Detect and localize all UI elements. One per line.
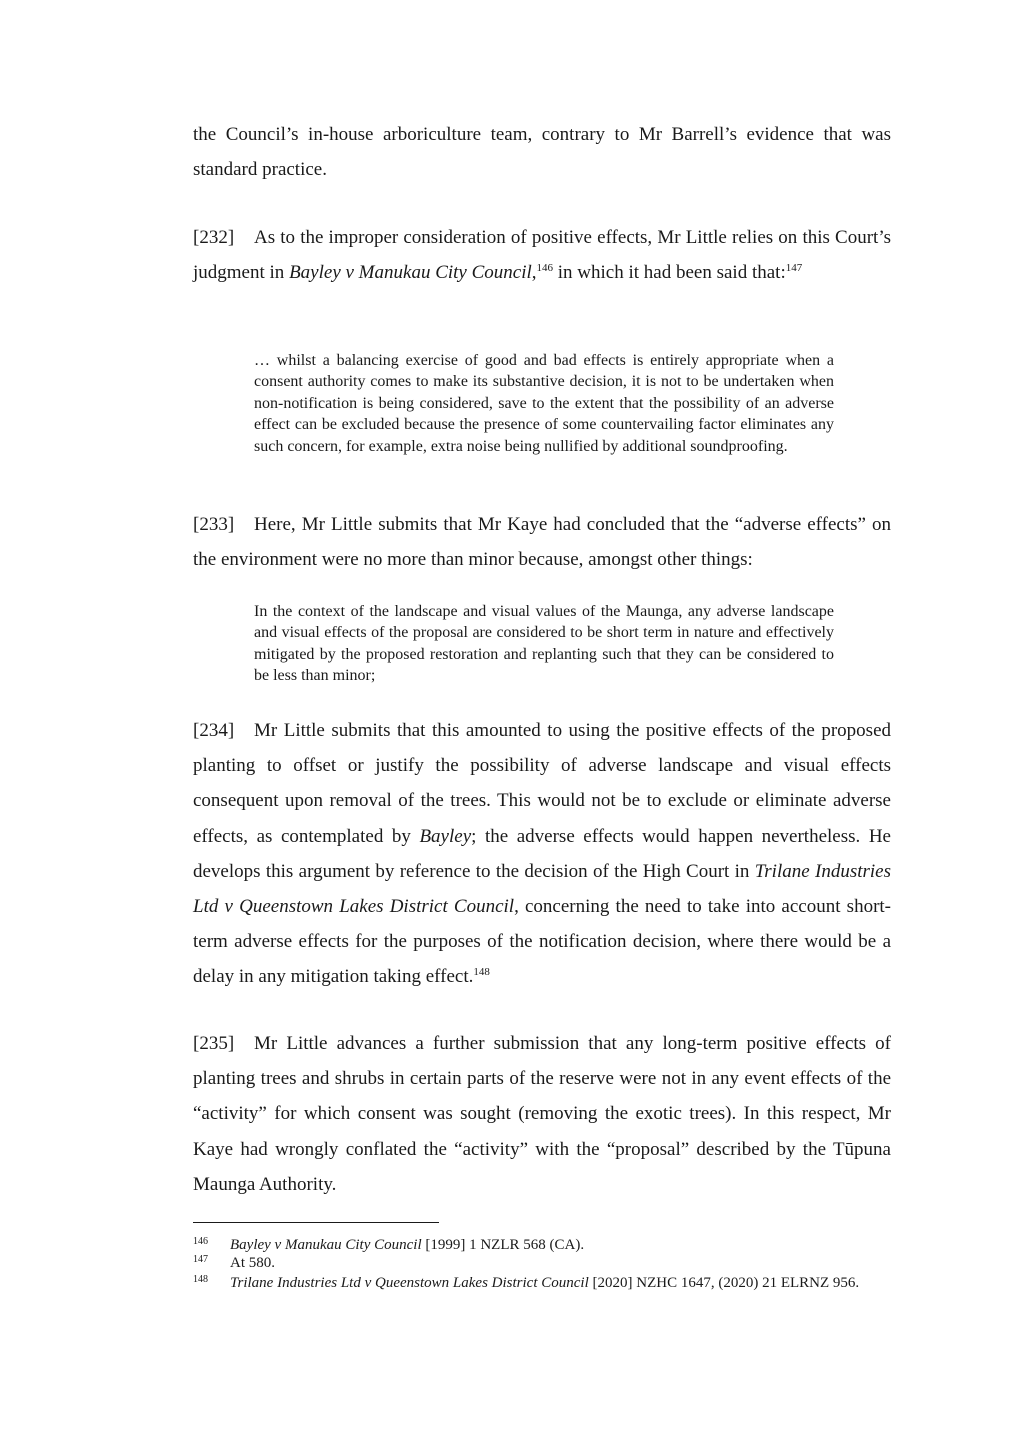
paragraph-continuation [193, 117, 891, 187]
footnote-case: Bayley v Manukau City Council [230, 1237, 422, 1253]
paragraph-text: Here, Mr Little submits that Mr Kaye had concluded that the “adverse effects” on the environment were no more than minor because, amongst other things: [193, 514, 891, 571]
paragraph-text: ; the adverse effects would happen nevertheless. He develops this argument by reference to the decision of the High Court in [193, 825, 891, 882]
case-citation: Bayley [419, 825, 472, 847]
quote-text: … whilst a balancing exercise of good and bad effects is entirely appropriate when a consent authority comes to make its substantive decision, it is not to be undertaken when non-notification is being considered, save to the extent that the possibility of an adverse effect can be excluded because the presence of some countervailing factor eliminates any such concern, for example, extra noise being nullified by additional soundproofing. [254, 352, 834, 455]
footnote-case: Trilane Industries Ltd v Queenstown Lakes District Council [230, 1275, 589, 1291]
footnote-148 [193, 1274, 891, 1292]
footnote-divider [193, 1222, 439, 1223]
paragraph-text: , concerning the need to take into account short-term adverse effects for the purposes of the notification decision, where there would be a delay in any mitigation taking effect. [193, 896, 891, 988]
footnote-ref-147[interactable]: 147 [785, 262, 803, 275]
paragraph-number: [235] [193, 1033, 235, 1054]
paragraph-text: , [531, 262, 537, 284]
footnote-text: [1999] 1 NZLR 568 (CA). [421, 1237, 585, 1253]
quote-text: In the context of the landscape and visual values of the Maunga, any adverse landscape and visual effects of the proposal are considered to be short term in nature and effectively mitigated by the proposed restoration and replanting such that they can be considered to be less than minor; [254, 603, 834, 685]
paragraph-text: Mr Little advances a further submission that any long-term positive effects of planting trees and shrubs in certain parts of the reserve were not in any event effects of the “activity” for which consent was sought (removing the exotic trees). In this respect, Mr Kaye had wrongly conflated the “activity” with the “proposal” described by the Tūpuna Maunga Authority. [193, 1033, 891, 1195]
paragraph-number: [234] [193, 720, 235, 741]
footnote-ref-146[interactable]: 146 [536, 262, 554, 275]
paragraph-235 [193, 1026, 891, 1202]
block-quote-2 [254, 601, 834, 687]
case-citation: Bayley v Manukau City Council [289, 262, 532, 284]
footnote-number: 148 [193, 1274, 208, 1285]
footnote-text: [2020] NZHC 1647, (2020) 21 ELRNZ 956. [588, 1275, 860, 1291]
paragraph-text: in which it had been said that: [553, 262, 786, 284]
footnote-ref-148[interactable]: 148 [473, 966, 490, 979]
case-citation: Trilane Industries Ltd v Queenstown Lakes District Council [193, 860, 892, 918]
footnote-number: 147 [193, 1254, 208, 1265]
paragraph-number: [232] [193, 227, 235, 248]
paragraph-233 [193, 507, 891, 577]
footnote-number: 146 [193, 1236, 208, 1247]
paragraph-number: [233] [193, 514, 235, 535]
block-quote-1 [254, 350, 834, 457]
paragraph-text: Mr Little submits that this amounted to using the positive effects of the proposed planting to offset or justify the possibility of adverse landscape and visual effects consequent upon removal of the trees. This would not be to exclude or eliminate adverse effects, as contemplated by [193, 720, 891, 847]
paragraph-text: the Council’s in-house arboriculture team, contrary to Mr Barrell’s evidence that was standard practice. [193, 124, 891, 181]
paragraph-232 [193, 220, 891, 290]
footnote-text: At 580. [230, 1255, 275, 1271]
footnote-146 [193, 1236, 891, 1254]
footnote-147 [193, 1254, 891, 1272]
paragraph-234 [193, 713, 891, 995]
paragraph-text: As to the improper consideration of positive effects, Mr Little relies on this Court’s judgment in [193, 227, 891, 284]
